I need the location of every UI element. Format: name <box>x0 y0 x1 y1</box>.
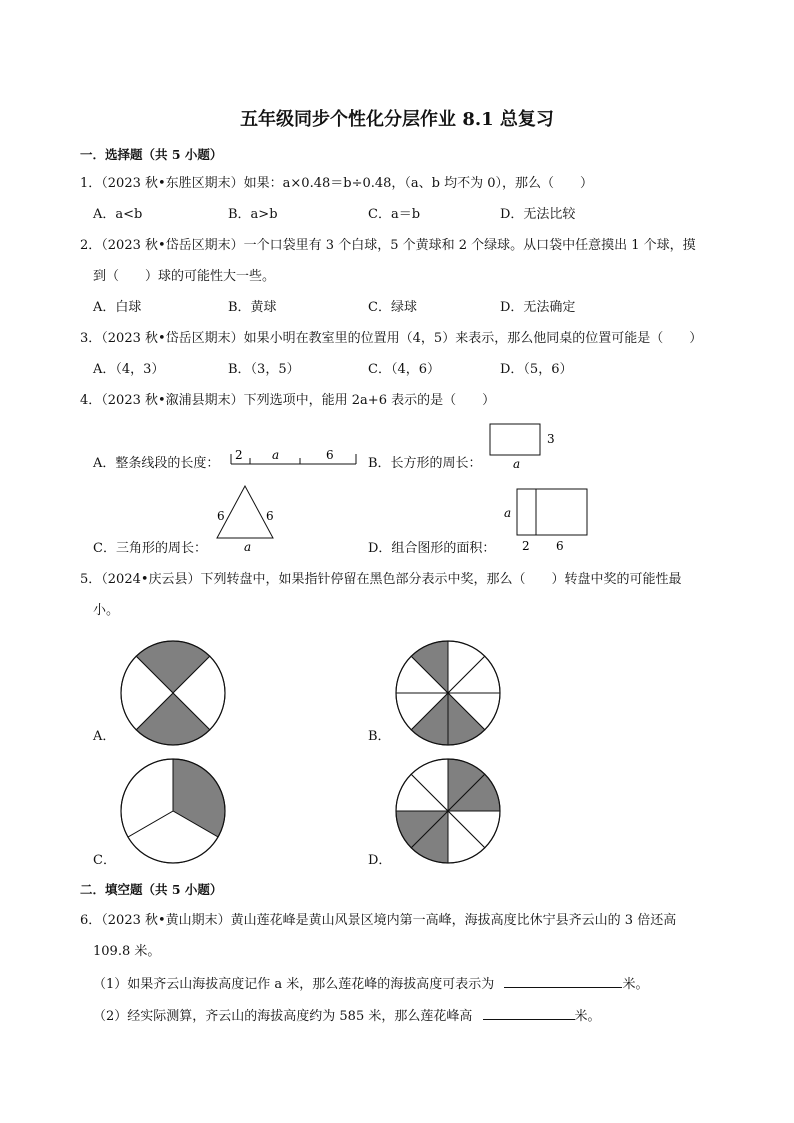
q5-option-c: C． <box>93 853 116 868</box>
composite-figure <box>500 484 595 554</box>
q2-option-c: C．绿球 <box>368 300 417 315</box>
question-6-part-1 <box>93 975 648 994</box>
q6-part1-unit: 米。 <box>622 977 649 992</box>
q4-option-d: D．组合图形的面积： <box>368 541 496 556</box>
q4-option-b: B．长方形的周长： <box>368 456 482 471</box>
q5-option-a: A． <box>93 729 116 744</box>
q3-option-c: C．（4，6） <box>368 362 440 377</box>
rectangle-height-label: 3 <box>547 432 555 446</box>
q5-option-b: B． <box>368 729 391 744</box>
question-5-stem-line1: 5．（2024•庆云县）下列转盘中，如果指针停留在黑色部分表示中奖，那么（ ）转盘中奖的可能性最 <box>80 572 682 587</box>
q6-part2-text: （2）经实际测算，齐云山的海拔高度约为 585 米，那么莲花峰高 <box>93 1009 473 1024</box>
question-4-stem: 4．（2023 秋•溆浦县期末）下列选项中，能用 2a+6 表示的是（ ） <box>80 393 496 408</box>
q1-option-b: B．a>b <box>228 207 278 222</box>
q5-option-d: D． <box>368 853 392 868</box>
composite-bottom-label-2: 6 <box>556 539 564 553</box>
question-6-part-2 <box>93 1007 601 1026</box>
q2-option-a: A．白球 <box>93 300 142 315</box>
answer-blank-2[interactable] <box>483 1007 575 1020</box>
question-3-stem: 3．（2023 秋•岱岳区期末）如果小明在教室里的位置用（4，5）来表示，那么他同桌的位置可能是（ ） <box>80 331 703 346</box>
q1-option-c: C．a＝b <box>368 207 421 222</box>
answer-blank-1[interactable] <box>504 975 622 988</box>
triangle-base-label: a <box>244 540 252 554</box>
question-2-stem-line2: 到（ ）球的可能性大一些。 <box>93 269 276 284</box>
segment-label-1: 2 <box>235 448 243 462</box>
section-heading-choice: 一．选择题（共 5 小题） <box>80 147 223 162</box>
q3-option-a: A．（4，3） <box>93 362 165 377</box>
segment-figure <box>226 440 361 470</box>
section-heading-fill: 二．填空题（共 5 小题） <box>80 882 223 897</box>
q4-option-c: C．三角形的周长： <box>93 541 207 556</box>
composite-bottom-label-1: 2 <box>522 539 530 553</box>
segment-label-3: 6 <box>326 448 334 462</box>
q4-option-a: A．整条线段的长度： <box>93 456 220 471</box>
q6-part1-text: （1）如果齐云山海拔高度记作 a 米，那么莲花峰的海拔高度可表示为 <box>93 977 495 992</box>
q2-option-b: B．黄球 <box>228 300 277 315</box>
question-1-stem: 1．（2023 秋•东胜区期末）如果：a×0.48＝b÷0.48，（a、b 均不为 0），那么（ ） <box>80 176 594 191</box>
spinner-b <box>393 638 503 748</box>
q1-option-a: A．a<b <box>93 207 143 222</box>
triangle-right-label: 6 <box>266 509 274 523</box>
page-title: 五年级同步个性化分层作业 8.1 总复习 <box>240 109 554 130</box>
spinner-d <box>393 756 503 866</box>
question-6-stem-line2: 109.8 米。 <box>93 944 161 959</box>
q6-part2-unit: 米。 <box>574 1009 601 1024</box>
spinner-c <box>118 756 228 866</box>
segment-label-2: a <box>272 448 280 462</box>
rectangle-figure <box>485 420 565 472</box>
question-6-stem-line1: 6．（2023 秋•黄山期末）黄山莲花峰是黄山风景区境内第一高峰，海拔高度比休宁县齐云山的 3 倍还高 <box>80 913 677 928</box>
question-2-stem-line1: 2．（2023 秋•岱岳区期末）一个口袋里有 3 个白球，5 个黄球和 2 个绿球。从口袋中任意摸出 1 个球，摸 <box>80 238 696 253</box>
rectangle-width-label: a <box>513 457 521 471</box>
q2-option-d: D．无法确定 <box>500 300 576 315</box>
q1-option-d: D．无法比较 <box>500 207 576 222</box>
q3-option-b: B．（3，5） <box>228 362 300 377</box>
spinner-a <box>118 638 228 748</box>
q3-option-d: D．（5，6） <box>500 362 573 377</box>
question-5-stem-line2: 小。 <box>93 603 120 618</box>
triangle-left-label: 6 <box>217 509 225 523</box>
composite-side-label: a <box>504 506 512 520</box>
triangle-figure <box>205 482 290 554</box>
